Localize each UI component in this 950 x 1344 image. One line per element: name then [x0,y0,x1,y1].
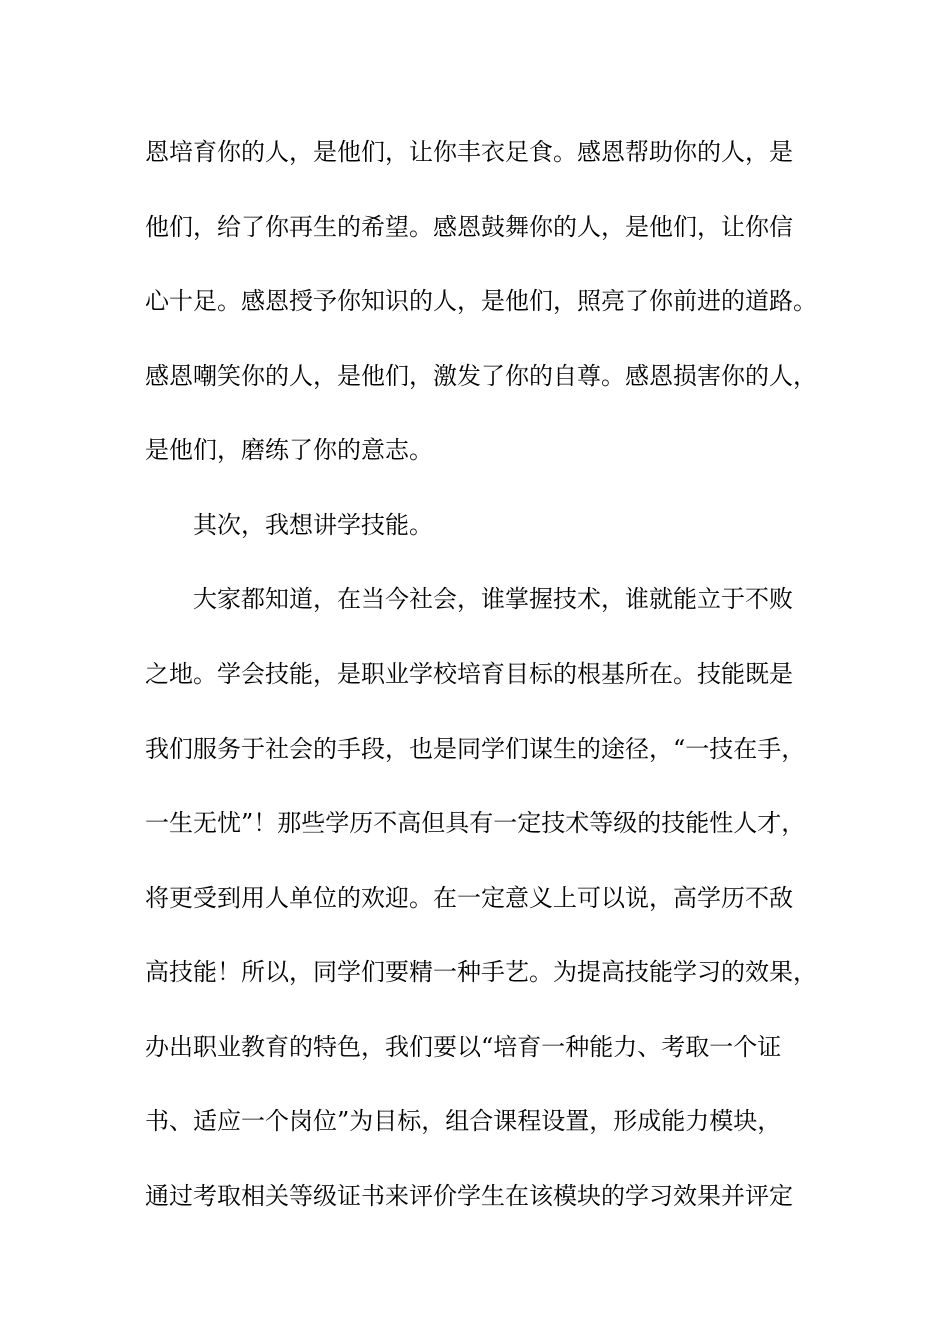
text-line: 之地。学会技能，是职业学校培育目标的根基所在。技能既是 [145,660,793,688]
text-line: 他们，给了你再生的希望。感恩鼓舞你的人，是他们，让你信 [145,213,793,241]
paragraph-start-line: 其次，我想讲学技能。 [193,511,433,539]
text-line: 办出职业教育的特色，我们要以“培育一种能力、考取一个证 [145,1033,782,1061]
text-line: 将更受到用人单位的欢迎。在一定意义上可以说，高学历不敌 [145,884,793,912]
paragraph-start-line: 大家都知道，在当今社会，谁掌握技术，谁就能立于不败 [193,585,793,613]
text-line: 恩培育你的人，是他们，让你丰衣足食。感恩帮助你的人，是 [145,138,793,166]
text-line: 感恩嘲笑你的人，是他们，激发了你的自尊。感恩损害你的人， [145,362,817,390]
text-line: 一生无忧”！那些学历不高但具有一定技术等级的技能性人才， [145,809,806,837]
text-line: 通过考取相关等级证书来评价学生在该模块的学习效果并评定 [145,1182,793,1210]
text-line: 书、适应一个岗位”为目标，组合课程设置，形成能力模块， [145,1107,782,1135]
text-line: 我们服务于社会的手段，也是同学们谋生的途径，“一技在手， [145,735,806,763]
text-line: 心十足。感恩授予你知识的人，是他们，照亮了你前进的道路。 [145,287,817,315]
text-line: 高技能！所以，同学们要精一种手艺。为提高技能学习的效果， [145,958,817,986]
text-line: 是他们，磨练了你的意志。 [145,436,433,464]
